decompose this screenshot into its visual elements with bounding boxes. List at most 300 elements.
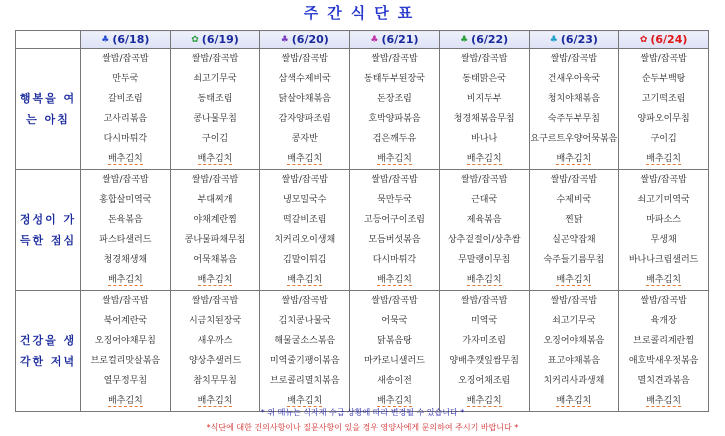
menu-item	[350, 210, 439, 230]
menu-item	[81, 210, 170, 230]
meal-row	[16, 170, 709, 291]
menu-item-text: 배추김치	[556, 154, 592, 164]
menu-item	[440, 69, 529, 89]
menu-item	[260, 230, 349, 250]
menu-item	[350, 49, 439, 69]
menu-item	[81, 270, 170, 290]
menu-item-text: 실곤약잡채	[552, 235, 596, 245]
menu-item-text: 애호박새우젓볶음	[628, 356, 699, 366]
menu-item-text: 김치콩나물국	[278, 316, 331, 326]
menu-item	[530, 230, 619, 250]
menu-item-text: 동태두부된장국	[364, 74, 425, 84]
menu-item-text: 만두국	[112, 74, 139, 84]
menu-item	[440, 270, 529, 290]
menu-item-text: 호박양파볶음	[368, 114, 421, 124]
menu-item-text: 오징어야채볶음	[543, 336, 605, 346]
menu-item	[440, 170, 529, 190]
menu-item	[171, 109, 260, 129]
meal-row	[16, 291, 709, 412]
menu-item-text: 배추김치	[377, 154, 412, 164]
menu-item-text: 브로콜리멸치볶음	[269, 376, 340, 386]
day-icon: ♣	[549, 35, 558, 45]
date-header-3	[350, 31, 440, 49]
menu-item	[440, 190, 529, 210]
date-header-row	[16, 31, 709, 49]
menu-item	[440, 210, 529, 230]
menu-cell	[81, 49, 171, 170]
menu-item-text: 냉모밀국수	[283, 195, 327, 205]
menu-item-text: 오징어야채무침	[94, 336, 156, 346]
menu-item-text: 상추겉절이/상추쌈	[447, 235, 521, 245]
menu-item-text: 숙주두부무침	[547, 114, 600, 124]
menu-item-text: 쌀밥/잡곡밥	[460, 296, 508, 306]
menu-item	[81, 190, 170, 210]
date-label: (6/18)	[112, 33, 150, 46]
menu-item	[260, 331, 349, 351]
menu-item-text: 요구르트우양어묵볶음	[530, 134, 618, 144]
menu-item-text: 브로콜리계란찜	[633, 336, 695, 346]
menu-item-text: 다시마튀각	[372, 255, 417, 265]
menu-item	[530, 190, 619, 210]
menu-item	[619, 371, 708, 391]
menu-item-text: 야채계란찜	[193, 215, 237, 225]
day-icon: ✿	[191, 35, 199, 45]
menu-item-text: 배추김치	[197, 396, 233, 406]
menu-item-text: 쌀밥/잡곡밥	[640, 175, 687, 185]
menu-item	[260, 149, 349, 169]
menu-item-text: 돈육볶음	[107, 215, 143, 225]
menu-item-text: 콩자반	[291, 134, 318, 144]
menu-item	[171, 291, 260, 311]
menu-item-text: 북어계란국	[103, 316, 148, 326]
menu-item	[530, 69, 619, 89]
menu-item	[440, 89, 529, 109]
menu-item	[171, 170, 260, 190]
date-label: (6/23)	[560, 33, 598, 46]
menu-item-text: 배추김치	[556, 275, 592, 285]
date-header-1	[170, 31, 260, 49]
menu-item-text: 숙주들기름무침	[543, 255, 605, 265]
menu-cell	[350, 170, 440, 291]
menu-item	[619, 331, 708, 351]
menu-item-text: 배추김치	[377, 396, 412, 406]
menu-item	[171, 89, 260, 109]
menu-item-text: 청경채생채	[103, 255, 148, 265]
menu-item	[81, 230, 170, 250]
menu-item-text: 배추김치	[107, 275, 143, 285]
menu-item	[530, 270, 619, 290]
menu-item-text: 쌀밥/잡곡밥	[550, 54, 598, 64]
menu-item	[350, 89, 439, 109]
menu-item-text: 배추김치	[197, 275, 233, 285]
menu-item	[530, 109, 619, 129]
menu-item-text: 쇠고기무국	[552, 316, 596, 326]
menu-item	[81, 291, 170, 311]
menu-item	[440, 230, 529, 250]
day-icon: ♣	[280, 35, 289, 45]
menu-item	[171, 149, 260, 169]
menu-item-text: 마파소스	[646, 215, 681, 225]
menu-item-text: 청경채볶음무침	[453, 114, 515, 124]
menu-item-text: 양상추샐러드	[188, 356, 242, 366]
menu-item	[530, 250, 619, 270]
menu-item	[530, 351, 619, 371]
page-title: 주간식단표	[303, 4, 422, 22]
menu-item-text: 제육볶음	[466, 215, 502, 225]
menu-item-text: 쌀밥/잡곡밥	[102, 296, 149, 306]
menu-item	[530, 291, 619, 311]
menu-item	[350, 331, 439, 351]
menu-item	[619, 311, 708, 331]
menu-item	[530, 371, 619, 391]
menu-cell	[350, 291, 440, 412]
menu-item	[171, 311, 260, 331]
menu-item	[440, 351, 529, 371]
menu-item	[350, 129, 439, 149]
menu-item	[619, 129, 708, 149]
menu-item-text: 마카로니샐러드	[364, 356, 425, 366]
menu-item	[81, 331, 170, 351]
menu-item	[440, 371, 529, 391]
menu-item-text: 가자미조림	[462, 336, 506, 346]
menu-item-text: 치커리사과생채	[543, 376, 605, 386]
menu-item	[350, 311, 439, 331]
menu-item	[350, 109, 439, 129]
menu-item	[350, 69, 439, 89]
menu-cell	[529, 49, 619, 170]
menu-item-text: 콩나물파채무침	[184, 235, 246, 245]
menu-cell	[170, 170, 260, 291]
menu-item	[619, 49, 708, 69]
menu-item	[440, 250, 529, 270]
menu-item	[171, 250, 260, 270]
menu-item	[171, 270, 260, 290]
menu-item-text: 쇠고기무국	[193, 74, 237, 84]
day-icon: ✿	[639, 35, 648, 45]
menu-item	[350, 190, 439, 210]
menu-item	[171, 190, 260, 210]
menu-item	[619, 291, 708, 311]
menu-item	[440, 149, 529, 169]
menu-item-text: 묵만두국	[377, 195, 412, 205]
menu-item	[530, 129, 619, 149]
menu-item-text: 배추김치	[107, 396, 143, 406]
menu-item	[171, 351, 260, 371]
menu-cell	[260, 170, 350, 291]
menu-item-text: 검은깨두유	[372, 134, 417, 144]
menu-item-text: 배추김치	[287, 275, 323, 285]
menu-cell	[619, 170, 709, 291]
menu-item-text: 미역줄기팽이볶음	[269, 356, 340, 366]
menu-item-text: 시금치된장국	[188, 316, 242, 326]
menu-item-text: 쌀밥/잡곡밥	[191, 54, 239, 64]
menu-item	[81, 109, 170, 129]
menu-item-text: 삼색수제비국	[278, 74, 331, 84]
menu-item	[171, 69, 260, 89]
menu-item-text: 쌀밥/잡곡밥	[191, 175, 239, 185]
menu-item-text: 배추김치	[107, 154, 143, 164]
menu-item-text: 오징어채조림	[458, 376, 511, 386]
date-header-2	[260, 31, 350, 49]
menu-cell	[170, 291, 260, 412]
menu-item	[260, 49, 349, 69]
menu-item	[81, 89, 170, 109]
menu-item-text: 배추김치	[466, 154, 502, 164]
menu-item-text: 돈장조림	[377, 94, 412, 104]
menu-item	[619, 250, 708, 270]
menu-item-text: 구이김	[650, 134, 677, 144]
menu-cell	[439, 170, 529, 291]
menu-cell	[350, 49, 440, 170]
menu-item-text: 쌀밥/잡곡밥	[640, 296, 687, 306]
menu-item-text: 부대찌개	[197, 195, 233, 205]
date-label: (6/21)	[381, 33, 419, 46]
menu-item	[260, 89, 349, 109]
menu-item	[81, 149, 170, 169]
weekly-menu-table	[15, 30, 709, 412]
menu-item-text: 배추김치	[197, 154, 233, 164]
menu-item-text: 배추김치	[466, 275, 502, 285]
menu-item	[619, 69, 708, 89]
menu-item-text: 표고야채볶음	[547, 356, 600, 366]
menu-item	[619, 109, 708, 129]
date-header-6	[619, 31, 709, 49]
meal-label: 정성이 가득한 점심	[16, 170, 81, 291]
menu-item	[81, 250, 170, 270]
menu-item-text: 무생채	[650, 235, 677, 245]
menu-item	[350, 351, 439, 371]
menu-cell	[619, 291, 709, 412]
menu-item-text: 쌀밥/잡곡밥	[371, 54, 418, 64]
menu-item-text: 배추김치	[287, 396, 323, 406]
menu-item	[260, 109, 349, 129]
menu-item	[260, 371, 349, 391]
menu-item-text: 육개장	[650, 316, 677, 326]
menu-item-text: 떡갈비조림	[283, 215, 327, 225]
menu-item	[619, 170, 708, 190]
menu-item	[619, 270, 708, 290]
menu-item-text: 감자양파조림	[278, 114, 331, 124]
menu-item-text: 닭볶음탕	[377, 336, 412, 346]
menu-item-text: 배추김치	[466, 396, 502, 406]
menu-item	[260, 311, 349, 331]
menu-item	[440, 109, 529, 129]
menu-item-text: 쌀밥/잡곡밥	[281, 175, 329, 185]
menu-cell	[81, 170, 171, 291]
menu-item	[81, 69, 170, 89]
menu-item-text: 동태조림	[197, 94, 233, 104]
menu-item-text: 고사리볶음	[103, 114, 148, 124]
menu-item	[530, 311, 619, 331]
date-header-5	[529, 31, 619, 49]
menu-cell	[619, 49, 709, 170]
menu-item-text: 순두부백탕	[641, 74, 686, 84]
menu-item	[440, 331, 529, 351]
menu-item-text: 구이김	[202, 134, 229, 144]
menu-item-text: 파스타샐러드	[99, 235, 152, 245]
menu-item-text: 수제비국	[556, 195, 592, 205]
menu-item-text: 비지두부	[466, 94, 502, 104]
menu-item	[440, 129, 529, 149]
menu-item-text: 양배추깻잎쌈무침	[449, 356, 519, 366]
menu-item	[171, 49, 260, 69]
menu-item	[619, 89, 708, 109]
menu-item	[440, 311, 529, 331]
meal-label: 행복을 여는 아침	[16, 49, 81, 170]
menu-item-text: 치커리오이생채	[274, 235, 336, 245]
menu-item-text: 배추김치	[377, 275, 412, 285]
notes	[0, 405, 725, 435]
date-label: (6/22)	[471, 33, 509, 46]
menu-item-text: 쌀밥/잡곡밥	[371, 175, 418, 185]
menu-item-text: 고등어구이조림	[364, 215, 425, 225]
menu-item	[619, 351, 708, 371]
menu-body	[16, 49, 709, 412]
menu-item-text: 배추김치	[646, 275, 681, 285]
menu-item	[81, 371, 170, 391]
menu-item-text: 어묵국	[381, 316, 408, 326]
menu-item	[350, 270, 439, 290]
menu-item	[619, 190, 708, 210]
menu-item	[81, 351, 170, 371]
menu-item	[260, 170, 349, 190]
meal-row	[16, 49, 709, 170]
menu-item-text: 모듬버섯볶음	[368, 235, 421, 245]
menu-cell	[439, 291, 529, 412]
day-icon: ♣	[101, 35, 110, 45]
menu-item-text: 양파오이무침	[637, 114, 690, 124]
date-label: (6/19)	[201, 33, 239, 46]
menu-item-text: 근대국	[471, 195, 498, 205]
menu-item-text: 쌀밥/잡곡밥	[640, 54, 687, 64]
menu-item	[260, 129, 349, 149]
menu-item-text: 열무정무침	[103, 376, 148, 386]
header-corner	[16, 31, 81, 49]
menu-cell	[81, 291, 171, 412]
menu-item	[81, 129, 170, 149]
menu-item-text: 청치야채볶음	[547, 94, 600, 104]
menu-item-text: 배추김치	[646, 154, 681, 164]
menu-item-text: 미역국	[471, 316, 498, 326]
menu-item-text: 고기떡조림	[641, 94, 686, 104]
menu-cell	[529, 291, 619, 412]
menu-item-text: 쌀밥/잡곡밥	[281, 296, 329, 306]
menu-cell	[260, 291, 350, 412]
menu-item-text: 쇠고기미역국	[637, 195, 690, 205]
menu-item	[530, 210, 619, 230]
menu-item	[440, 291, 529, 311]
menu-item	[530, 89, 619, 109]
menu-item	[350, 170, 439, 190]
menu-item-text: 바나나크림샐러드	[628, 255, 699, 265]
menu-cell	[439, 49, 529, 170]
menu-item	[350, 149, 439, 169]
menu-item	[530, 149, 619, 169]
menu-item-text: 배추김치	[556, 396, 592, 406]
menu-item-text: 쌀밥/잡곡밥	[191, 296, 239, 306]
menu-item-text: 배추김치	[646, 396, 681, 406]
menu-item-text: 쌀밥/잡곡밥	[460, 175, 508, 185]
note-inquiry: *식단에 대한 건의사항이나 질문사항이 있을 경우 영양사에게 문의하여 주시기 바랍니다 *	[206, 423, 519, 432]
date-label: (6/20)	[291, 33, 329, 46]
menu-item-text: 무말랭이무침	[458, 255, 511, 265]
menu-item-text: 새우까스	[197, 336, 233, 346]
menu-item-text: 홍합살미역국	[99, 195, 152, 205]
menu-item-text: 닭살야채볶음	[278, 94, 331, 104]
menu-item	[81, 311, 170, 331]
menu-item-text: 콩나물무침	[193, 114, 237, 124]
menu-item-text: 김말이튀김	[283, 255, 327, 265]
menu-item	[350, 291, 439, 311]
menu-item	[530, 49, 619, 69]
menu-item	[171, 371, 260, 391]
menu-item-text: 멸치견과볶음	[637, 376, 690, 386]
menu-item-text: 배추김치	[287, 154, 323, 164]
menu-item	[619, 230, 708, 250]
menu-cell	[260, 49, 350, 170]
menu-item-text: 어묵채볶음	[193, 255, 237, 265]
menu-item	[260, 190, 349, 210]
menu-item-text: 쌀밥/잡곡밥	[281, 54, 329, 64]
menu-item	[350, 250, 439, 270]
menu-item	[260, 270, 349, 290]
menu-cell	[529, 170, 619, 291]
menu-item	[619, 210, 708, 230]
menu-item-text: 갈비조림	[107, 94, 143, 104]
menu-item	[260, 250, 349, 270]
meal-label: 건강을 생각한 저녁	[16, 291, 81, 412]
menu-item	[619, 149, 708, 169]
menu-item	[440, 49, 529, 69]
menu-item-text: 동태맑은국	[462, 74, 506, 84]
menu-item-text: 쌀밥/잡곡밥	[371, 296, 418, 306]
menu-item	[350, 230, 439, 250]
note-menu-change: * 위 메뉴는 식자재 수급 상황에 따라 변경될 수 있습니다 *	[260, 408, 465, 417]
menu-item	[350, 371, 439, 391]
menu-item-text: 쌀밥/잡곡밥	[102, 175, 149, 185]
menu-item-text: 바나나	[471, 134, 498, 144]
menu-item-text: 새송이전	[377, 376, 412, 386]
menu-item	[81, 170, 170, 190]
menu-item-text: 건새우아욱국	[547, 74, 600, 84]
menu-item-text: 브로컬리맛살볶음	[90, 356, 161, 366]
menu-item-text: 찐닭	[565, 215, 583, 225]
menu-cell	[170, 49, 260, 170]
menu-item	[171, 210, 260, 230]
day-icon: ♣	[460, 35, 469, 45]
menu-item-text: 해물굴소스볶음	[274, 336, 336, 346]
menu-item-text: 쌀밥/잡곡밥	[550, 175, 598, 185]
menu-item	[81, 49, 170, 69]
menu-item	[260, 351, 349, 371]
menu-item	[171, 331, 260, 351]
menu-item-text: 다시마튀각	[103, 134, 148, 144]
menu-item	[260, 291, 349, 311]
date-header-4	[439, 31, 529, 49]
menu-item	[530, 170, 619, 190]
menu-item	[171, 230, 260, 250]
menu-item-text: 참치무무침	[193, 376, 237, 386]
menu-item	[260, 210, 349, 230]
menu-item-text: 쌀밥/잡곡밥	[102, 54, 149, 64]
day-icon: ♣	[370, 35, 379, 45]
date-label: (6/24)	[650, 33, 688, 46]
menu-item	[530, 331, 619, 351]
date-header-0	[81, 31, 171, 49]
menu-item-text: 쌀밥/잡곡밥	[460, 54, 508, 64]
menu-item	[260, 69, 349, 89]
menu-item	[171, 129, 260, 149]
